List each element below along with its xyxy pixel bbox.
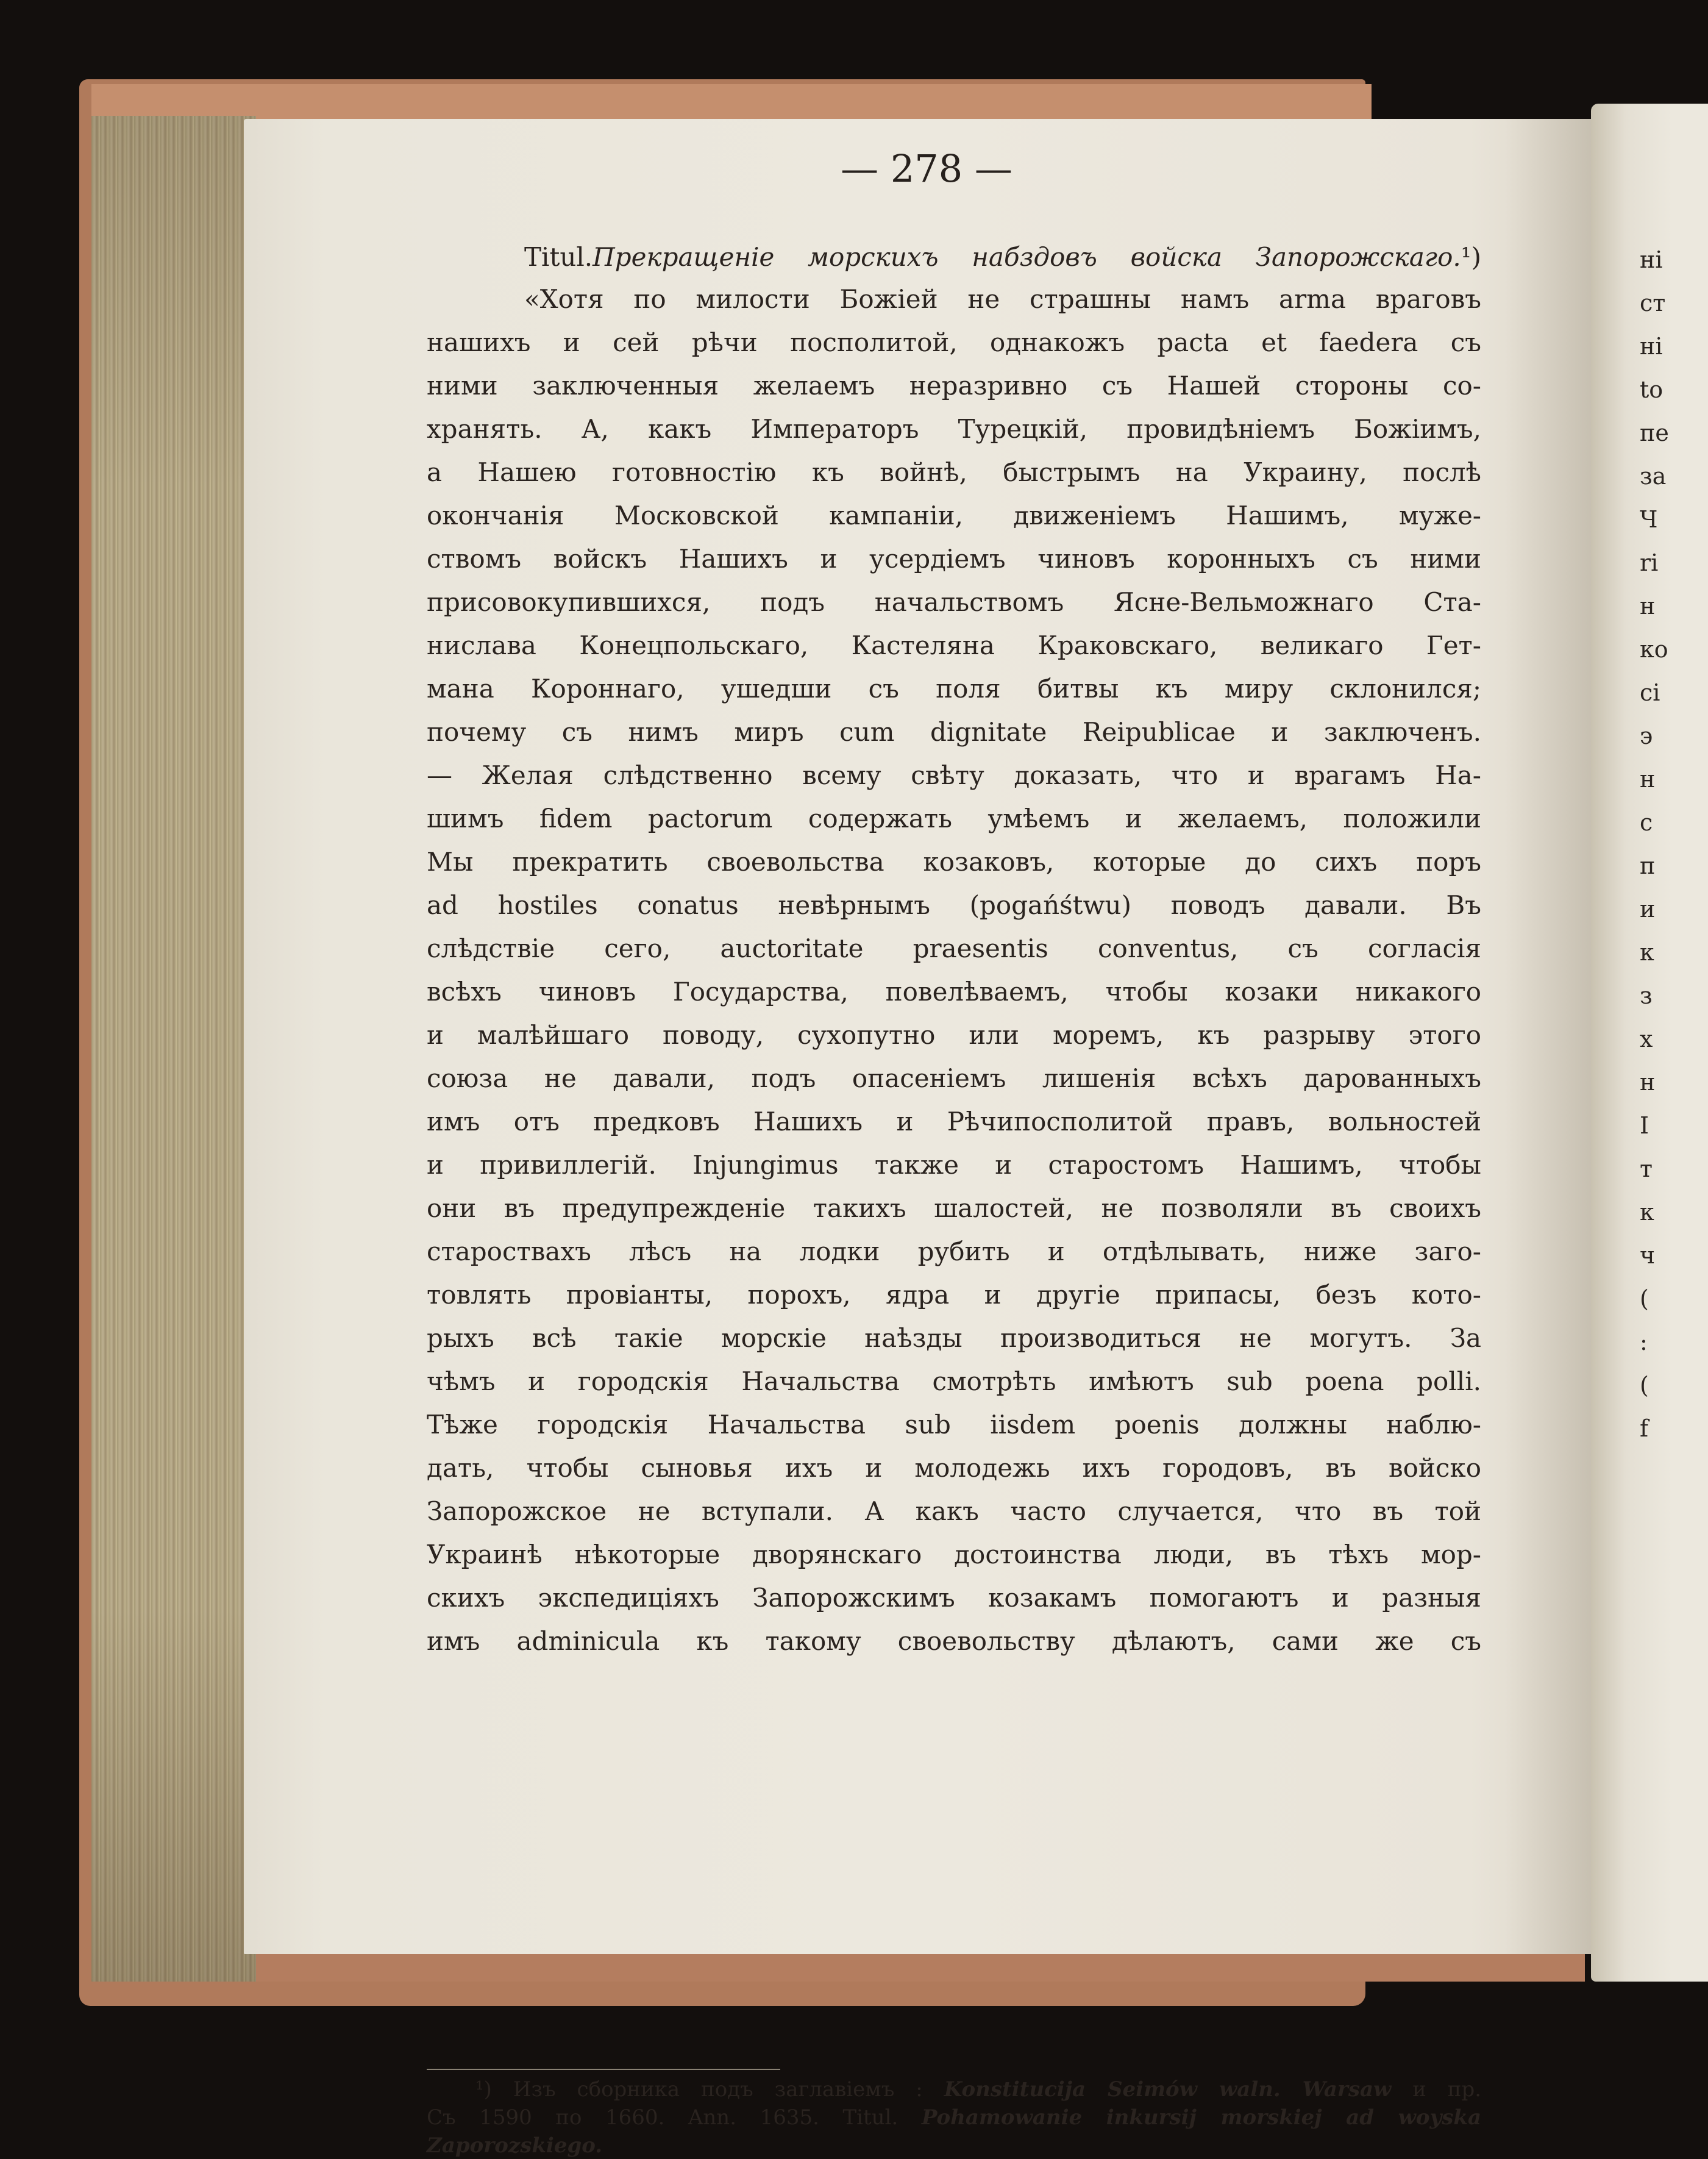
footnote-rule (427, 2069, 780, 2070)
facing-page-fragment: f (1640, 1415, 1649, 1442)
facing-page-fragment: ri (1640, 549, 1659, 576)
body-line: нислава Конецпольскаго, Кастеляна Краковскаго, великаго Гет- (427, 630, 1481, 660)
page-block-shadow (91, 116, 256, 1982)
footnote-line-2 (427, 2104, 1481, 2131)
body-line: хранять. А, какъ Императоръ Турецкій, провидѣніемъ Божіимъ, (427, 414, 1481, 444)
body-line: нашихъ и сей рѣчи посполитой, однакожъ pacta et faedera съ (427, 327, 1481, 357)
footnote-source: ¹) Изъ сборника подъ заглавіемъ : (475, 2077, 923, 2102)
facing-page-fragment: э (1640, 723, 1653, 749)
facing-page-fragment: ( (1640, 1372, 1649, 1399)
body-line: Украинѣ нѣкоторые дворянскаго достоинства люди, въ тѣхъ мор- (427, 1540, 1481, 1569)
facing-page-fragment: к (1640, 1199, 1654, 1226)
body-line: они въ предупрежденіе такихъ шалостей, не позволяли въ своихъ (427, 1193, 1481, 1223)
facing-page-fragment: : (1640, 1329, 1648, 1355)
body-line: имъ adminicula къ такому своевольству дѣлаютъ, сами же съ (427, 1626, 1481, 1656)
body-line: ad hostiles conatus невѣрнымъ (pogańśtwu) поводъ давали. Въ (427, 890, 1481, 920)
facing-page (1591, 104, 1708, 1982)
footnote-title: Pohamowanie inkursij morskiej ad woyska (921, 2105, 1482, 2130)
page-number: — 278 — (841, 146, 1012, 191)
footnote-line-1 (475, 2076, 1481, 2103)
facing-page-fragment: н (1640, 593, 1656, 619)
body-line: и малѣйшаго поводу, сухопутно или моремъ, къ разрыву этого (427, 1020, 1481, 1050)
title-prefix: Titul. (524, 242, 593, 272)
section-title (524, 241, 1481, 274)
facing-page-fragment: н (1640, 1069, 1656, 1096)
body-line: почему съ нимъ миръ cum dignitate Reipublicae и заключенъ. (427, 717, 1481, 747)
body-line: а Нашею готовностію къ войнѣ, быстрымъ на Украину, послѣ (427, 457, 1481, 487)
body-line: Запорожское не вступали. А какъ часто случается, что въ той (427, 1496, 1481, 1526)
body-line: Мы прекратить своевольства козаковъ, которые до сихъ поръ (427, 847, 1481, 877)
body-line: слѣдствіе сего, auctoritate praesentis conventus, съ согласія (427, 933, 1481, 963)
facing-page-fragment: ( (1640, 1285, 1649, 1312)
body-line: — Желая слѣдственно всему свѣту доказать, что и врагамъ На- (427, 760, 1481, 790)
body-line: «Хотя по милости Божіей не страшны намъ arma враговъ (524, 284, 1481, 314)
facing-page-fragment: з (1640, 982, 1653, 1009)
body-line: окончанія Московской кампаніи, движеніемъ Нашимъ, муже- (427, 501, 1481, 530)
facing-page-fragment: за (1640, 463, 1667, 490)
footnote-range: Съ 1590 по 1660. Ann. 1635. Titul. (427, 2105, 898, 2130)
facing-page-fragment: х (1640, 1026, 1653, 1052)
body-line: имъ отъ предковъ Нашихъ и Рѣчипосполитой правъ, вольностей (427, 1107, 1481, 1137)
facing-page-fragment: с (1640, 809, 1653, 836)
facing-page-fragment: т (1640, 1155, 1653, 1182)
body-line: шимъ fidem pactorum содержать умѣемъ и желаемъ, положили (427, 804, 1481, 833)
facing-page-fragment: и (1640, 896, 1656, 922)
footnote-title-end: Zaporozskiego. (427, 2133, 603, 2158)
body-line: союза не давали, подъ опасеніемъ лишенія всѣхъ дарованныхъ (427, 1063, 1481, 1093)
footnote-etc: и пр. (1412, 2077, 1482, 2102)
facing-page-fragment: ні (1640, 246, 1663, 273)
body-line: мана Короннаго, ушедши съ поля битвы къ миру склонился; (427, 674, 1481, 704)
body-line: и привиллегій. Injungimus также и старостомъ Нашимъ, чтобы (427, 1150, 1481, 1180)
footnote-source-title: Konstitucija Seimów waln. Warsaw (944, 2077, 1392, 2102)
facing-page-fragment: Ч (1640, 506, 1658, 533)
body-line: ними заключенныя желаемъ неразривно съ Нашей стороны со- (427, 371, 1481, 401)
facing-page-fragment: к (1640, 939, 1654, 966)
body-line: дать, чтобы сыновья ихъ и молодежь ихъ городовъ, въ войско (427, 1453, 1481, 1483)
body-line: рыхъ всѣ такіе морскіе наѣзды производиться не могутъ. За (427, 1323, 1481, 1353)
facing-page-fragment: ч (1640, 1242, 1656, 1269)
body-line: присовокупившихся, подъ начальствомъ Ясне-Вельможнаго Ста- (427, 587, 1481, 617)
title-text: Прекращеніе морскихъ набздовъ войска Запорожскаго. (592, 242, 1461, 272)
body-line: Тѣже городскія Начальства sub iisdem poenis должны наблю- (427, 1410, 1481, 1440)
body-line: ствомъ войскъ Нашихъ и усердіемъ чиновъ коронныхъ съ ними (427, 544, 1481, 574)
body-line: староствахъ лѣсъ на лодки рубить и отдѣлывать, ниже заго- (427, 1237, 1481, 1266)
footnote-line-3 (427, 2132, 1481, 2159)
facing-page-fragment: ст (1640, 290, 1666, 316)
body-line: товлять провіанты, порохъ, ядра и другіе припасы, безъ кото- (427, 1280, 1481, 1310)
body-line: чѣмъ и городскія Начальства смотрѣть имѣютъ sub poena polli. (427, 1366, 1481, 1396)
facing-page-fragment: пе (1640, 419, 1669, 446)
facing-page-fragment: I (1640, 1112, 1649, 1139)
title-footnote-marker: ¹) (1461, 242, 1481, 272)
body-line: скихъ экспедиціяхъ Запорожскимъ козакамъ помогаютъ и разныя (427, 1583, 1481, 1613)
facing-page-fragment: н (1640, 766, 1656, 793)
facing-page-fragment: п (1640, 852, 1656, 879)
facing-page-fragment: сі (1640, 679, 1660, 706)
facing-page-fragment: ко (1640, 636, 1668, 663)
facing-page-fragment: to (1640, 376, 1664, 403)
body-line: всѣхъ чиновъ Государства, повелѣваемъ, чтобы козаки никакого (427, 977, 1481, 1007)
facing-page-fragment: ні (1640, 333, 1663, 360)
